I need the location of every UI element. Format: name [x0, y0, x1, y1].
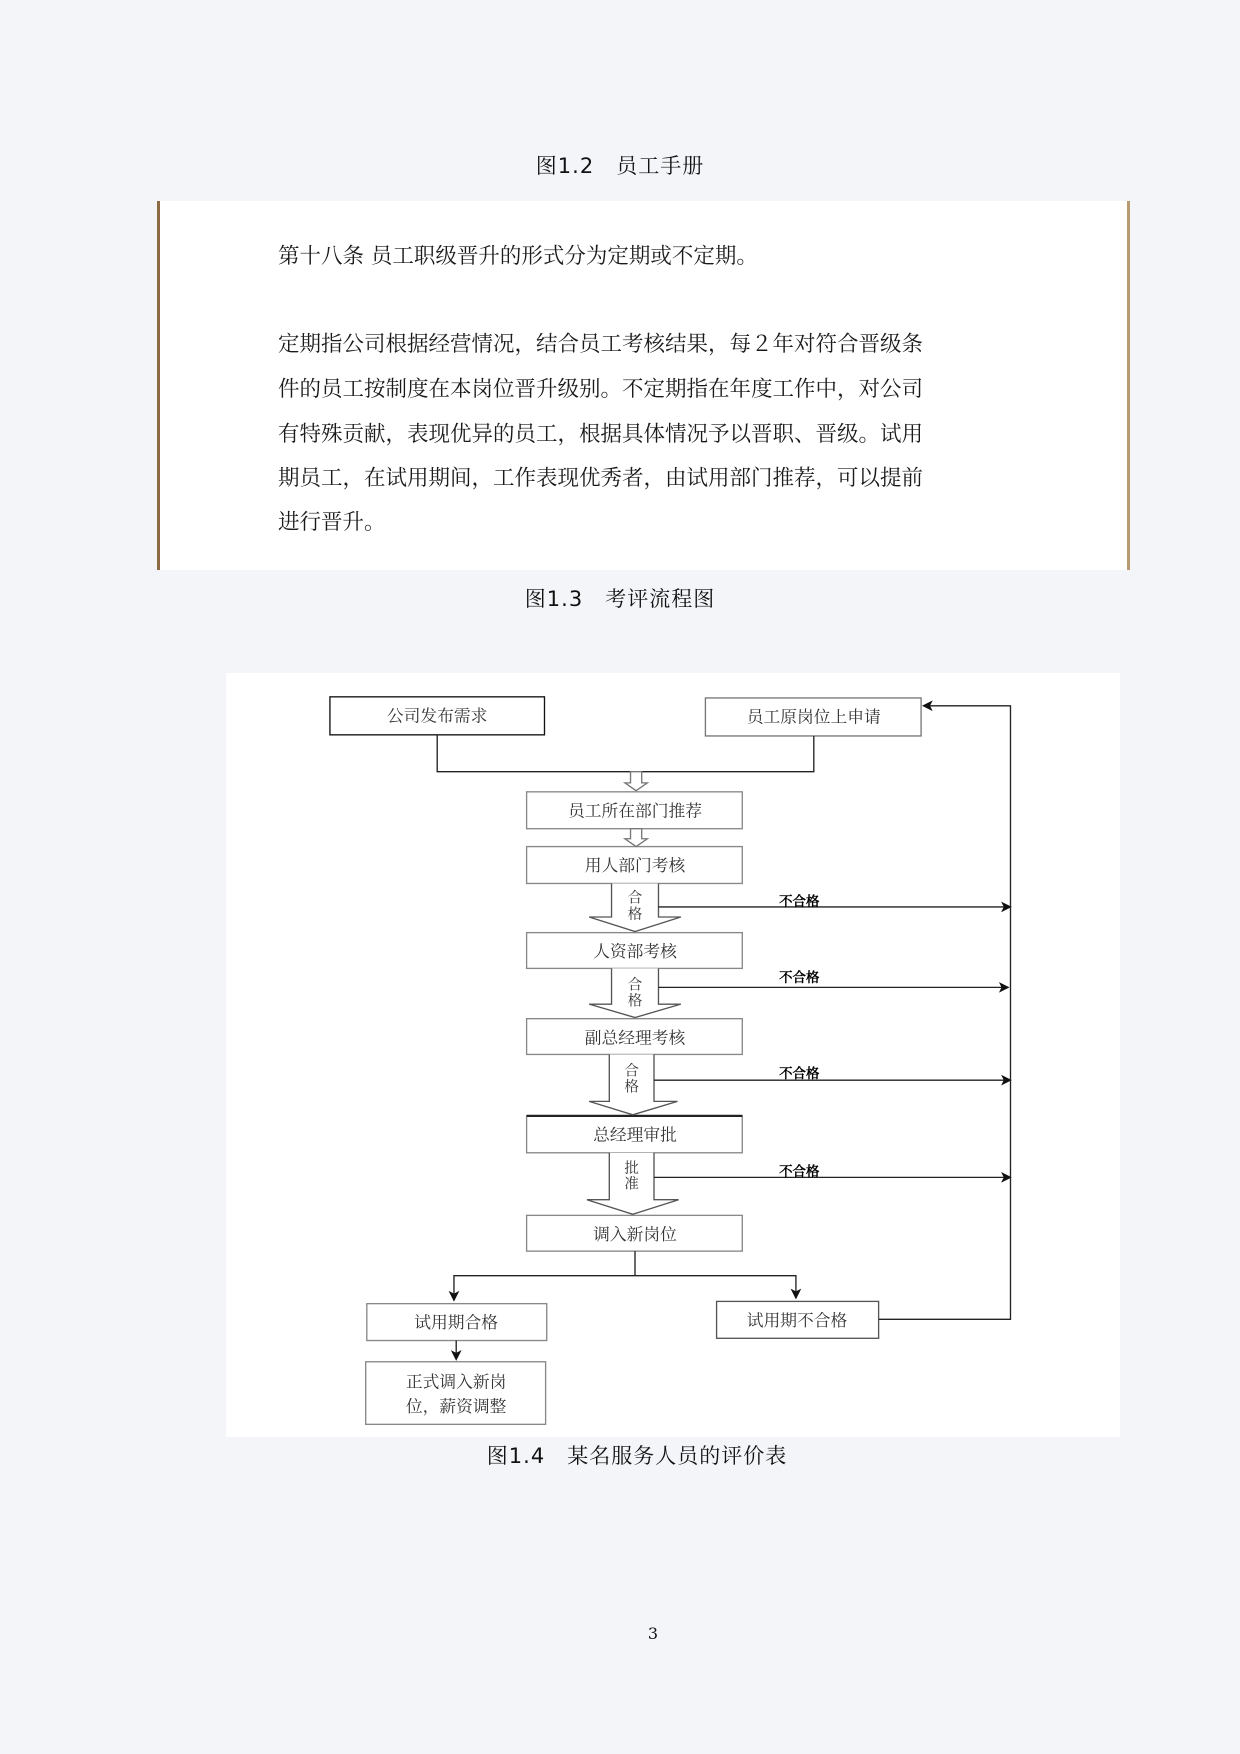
label-approve: 批 — [624, 1160, 639, 1177]
label-formal-line2: 位，薪资调整 — [405, 1396, 507, 1417]
handbook-line: 件的员工按制度在本岗位晋升级别。不定期指在年度工作中，对公司 — [278, 377, 924, 402]
label-gm-approve: 总经理审批 — [593, 1124, 677, 1145]
handbook-title-line: 第十八条 员工职级晋升的形式分为定期或不定期。 — [278, 244, 758, 269]
label-employee-apply: 员工原岗位上申请 — [746, 706, 881, 727]
label-fail: 不合格 — [779, 893, 820, 910]
caption-figure-1-3: 图1.3 考评流程图 — [524, 587, 716, 611]
label-hr-review: 人资部考核 — [593, 941, 677, 962]
label-fail: 不合格 — [779, 1164, 820, 1181]
page-number: 3 — [647, 1624, 659, 1643]
handbook-excerpt — [157, 201, 1130, 570]
label-approve: 准 — [624, 1176, 639, 1193]
label-vp-review: 副总经理考核 — [584, 1027, 686, 1048]
label-pass: 合 — [624, 1063, 639, 1080]
hollow-arrow — [625, 772, 647, 791]
label-pass: 合 — [627, 977, 643, 994]
arrow-to-pass — [454, 1276, 635, 1301]
label-fail: 不合格 — [779, 1065, 820, 1082]
label-dept-recommend: 员工所在部门推荐 — [567, 800, 703, 821]
flowchart — [226, 673, 1120, 1437]
caption-figure-1-4: 图1.4 某名服务人员的评价表 — [486, 1444, 788, 1468]
label-formal-line1: 正式调入新岗 — [405, 1371, 507, 1392]
label-pass: 合 — [627, 890, 643, 907]
label-company-request: 公司发布需求 — [386, 705, 488, 726]
handbook-line: 期员工，在试用期间，工作表现优秀者，由试用部门推荐，可以提前 — [278, 466, 924, 491]
label-pass: 格 — [627, 907, 643, 924]
label-pass: 格 — [627, 993, 643, 1010]
feedback-loop — [879, 706, 1011, 1320]
label-transfer: 调入新岗位 — [593, 1223, 677, 1244]
label-hiring-dept-review: 用人部门考核 — [584, 855, 686, 876]
handbook-line: 定期指公司根据经营情况，结合员工考核结果，每２年对符合晋级条 — [278, 332, 924, 357]
connector-merge — [437, 735, 814, 772]
handbook-line: 进行晋升。 — [278, 510, 386, 535]
handbook-line: 有特殊贡献，表现优异的员工，根据具体情况予以晋职、晋级。试用 — [278, 422, 924, 447]
label-fail: 不合格 — [779, 969, 820, 986]
arrow-to-fail — [635, 1276, 796, 1298]
flowchart-panel — [226, 673, 1120, 1437]
caption-figure-1-2: 图1.2 员工手册 — [535, 154, 705, 178]
label-probation-pass: 试用期合格 — [414, 1312, 499, 1333]
label-probation-fail: 试用期不合格 — [746, 1309, 848, 1330]
label-pass: 格 — [624, 1079, 639, 1096]
hollow-arrow — [625, 829, 647, 847]
